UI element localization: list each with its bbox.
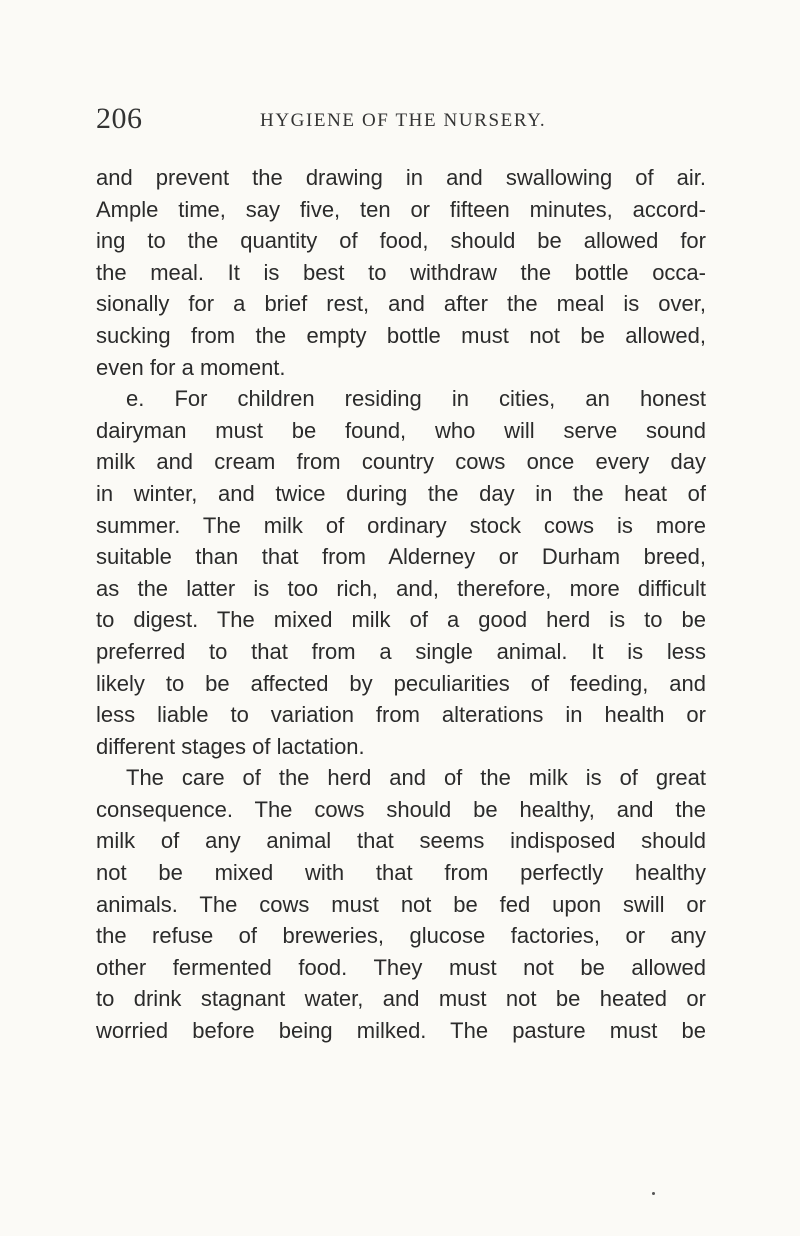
text-line: different stages of lactation. (96, 733, 365, 759)
text-line: as the latter is too rich, and, therefore, more difficult (96, 575, 706, 601)
text-line: to drink stagnant water, and must not be heated or (96, 986, 706, 1012)
text-line: and prevent the drawing in and swallowing of air. (96, 165, 706, 190)
text-line: milk and cream from country cows once every day (96, 449, 706, 475)
text-line: consequence. The cows should be healthy, and the (96, 796, 706, 822)
text-line: the meal. It is best to withdraw the bottle occa- (96, 259, 706, 285)
text-line: dairyman must be found, who will serve sound (96, 417, 706, 443)
text-line: the refuse of breweries, glucose factories, or any (96, 923, 706, 949)
text-line: suitable than that from Alderney or Durham breed, (96, 544, 706, 570)
text-line: worried before being milked. The pasture must be (96, 1018, 706, 1044)
text-line: likely to be affected by peculiarities of feeding, and (96, 670, 706, 696)
text-line: even for a moment. (96, 354, 286, 380)
text-line: ing to the quantity of food, should be allowed for (96, 228, 706, 254)
text-line: summer. The milk of ordinary stock cows is more (96, 512, 706, 538)
page-number: 206 (96, 102, 143, 135)
text-line: animals. The cows must not be fed upon swill or (96, 891, 706, 917)
body-text (96, 162, 706, 1047)
text-line: The care of the herd and of the milk is of great (126, 765, 706, 791)
text-line: sucking from the empty bottle must not be allowed, (96, 322, 706, 348)
text-line: milk of any animal that seems indisposed should (96, 828, 706, 854)
text-line: preferred to that from a single animal. It is less (96, 638, 706, 664)
text-line: less liable to variation from alterations in health or (96, 702, 706, 728)
text-line: sionally for a brief rest, and after the meal is over, (96, 291, 706, 317)
text-line: Ample time, say five, ten or fifteen minutes, accord- (96, 196, 706, 222)
text-line: not be mixed with that from perfectly healthy (96, 860, 706, 886)
text-line: to digest. The mixed milk of a good herd is to be (96, 607, 706, 633)
paper-speck (652, 1192, 655, 1195)
running-head (96, 102, 706, 138)
running-title: HYGIENE OF THE NURSERY. (260, 110, 547, 131)
text-line: other fermented food. They must not be allowed (96, 954, 706, 980)
text-line: e. For children residing in cities, an honest (126, 386, 706, 412)
text-line: in winter, and twice during the day in the heat of (96, 480, 706, 506)
